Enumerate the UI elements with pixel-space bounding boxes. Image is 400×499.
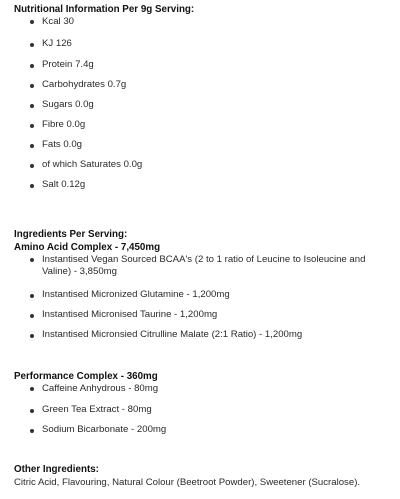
bullet-icon — [30, 294, 34, 298]
nutrition-item-fibre: Fibre 0.0g — [42, 119, 86, 130]
amino-item-glutamine: Instantised Micronized Glutamine - 1,200mg — [42, 289, 230, 300]
amino-item-taurine: Instantised Micronised Taurine - 1,200mg — [42, 309, 218, 320]
bullet-icon — [30, 258, 34, 262]
nutrition-item-protein: Protein 7.4g — [42, 59, 94, 70]
bullet-icon — [30, 104, 34, 108]
bullet-icon — [30, 334, 34, 338]
nutrition-item-kcal: Kcal 30 — [42, 16, 74, 27]
amino-acid-heading: Amino Acid Complex - 7,450mg — [14, 242, 161, 253]
amino-item-bcaa: Instantised Vegan Sourced BCAA's (2 to 1 ratio of Leucine to Isoleucine and Valine) - 3,850mg — [42, 254, 366, 277]
performance-item-caffeine: Caffeine Anhydrous - 80mg — [42, 383, 159, 394]
bullet-icon — [30, 84, 34, 88]
performance-item-sodium: Sodium Bicarbonate - 200mg — [42, 424, 167, 435]
nutrition-item-carbohydrates: Carbohydrates 0.7g — [42, 79, 127, 90]
nutrition-item-fats: Fats 0.0g — [42, 139, 82, 150]
bullet-icon — [30, 43, 34, 47]
bullet-icon — [30, 124, 34, 128]
nutrition-item-saturates: of which Saturates 0.0g — [42, 159, 143, 170]
nutrition-item-sugars: Sugars 0.0g — [42, 99, 94, 110]
nutrition-item-kj: KJ 126 — [42, 38, 72, 49]
bullet-icon — [30, 409, 34, 413]
bullet-icon — [30, 20, 34, 24]
bullet-icon — [30, 314, 34, 318]
nutrition-item-salt: Salt 0.12g — [42, 179, 86, 190]
amino-item-citrulline: Instantised Micronsied Citrulline Malate (2:1 Ratio) - 1,200mg — [42, 329, 303, 340]
other-ingredients-heading: Other Ingredients: — [14, 464, 99, 475]
ingredients-heading: Ingredients Per Serving: — [14, 229, 128, 240]
bullet-icon — [30, 429, 34, 433]
bullet-icon — [30, 164, 34, 168]
nutrition-heading: Nutritional Information Per 9g Serving: — [14, 4, 195, 15]
bullet-icon — [30, 64, 34, 68]
performance-item-green-tea: Green Tea Extract - 80mg — [42, 404, 152, 415]
bullet-icon — [30, 144, 34, 148]
performance-heading: Performance Complex - 360mg — [14, 371, 158, 382]
bullet-icon — [30, 184, 34, 188]
other-ingredients-text: Citric Acid, Flavouring, Natural Colour (Beetroot Powder), Sweetener (Sucralose). — [14, 477, 361, 488]
bullet-icon — [30, 387, 34, 391]
